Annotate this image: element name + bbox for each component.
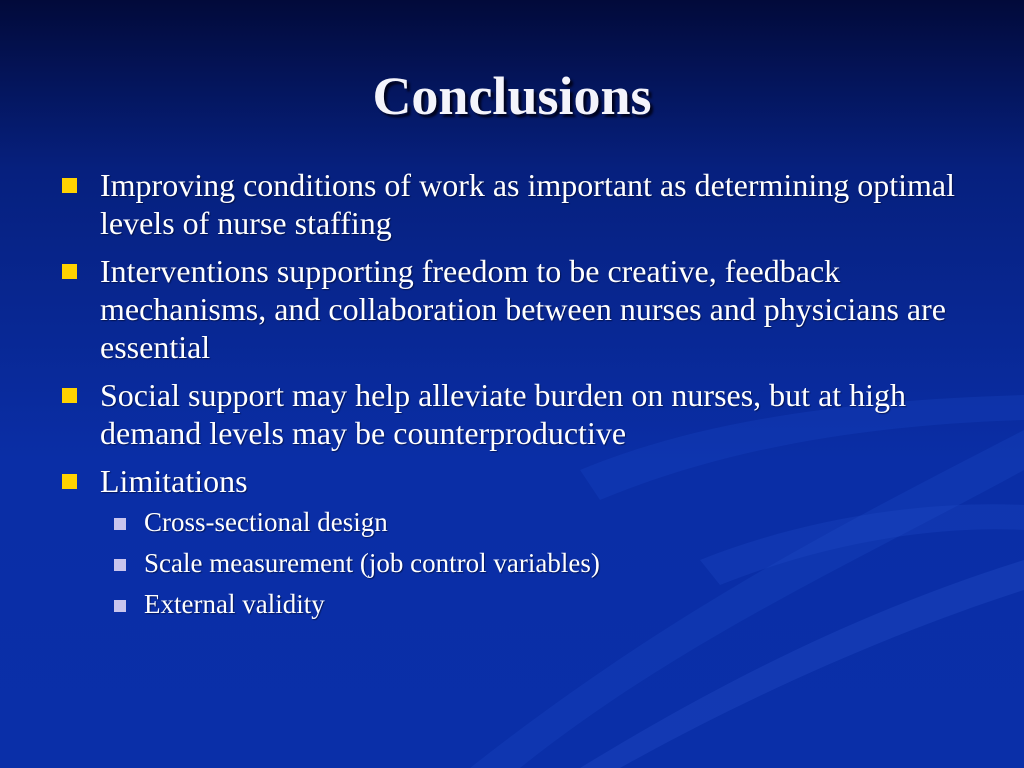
sub-bullet-text: Cross-sectional design bbox=[144, 507, 388, 537]
square-sub-bullet-icon bbox=[114, 506, 144, 530]
square-sub-bullet-icon bbox=[114, 547, 144, 571]
sub-bullet-item bbox=[114, 506, 972, 539]
square-bullet-icon bbox=[62, 252, 100, 280]
slide-title: Conclusions bbox=[372, 66, 652, 126]
bullet-item bbox=[62, 462, 972, 500]
sub-bullet-list bbox=[114, 506, 972, 621]
bullet-item bbox=[62, 252, 972, 366]
bullet-list bbox=[62, 166, 972, 629]
square-bullet-icon bbox=[62, 376, 100, 404]
bullet-item bbox=[62, 376, 972, 452]
square-bullet-icon bbox=[62, 166, 100, 194]
bullet-text: Social support may help alleviate burden on nurses, but at high demand levels may be counterproductive bbox=[100, 377, 907, 451]
square-bullet-icon bbox=[62, 462, 100, 490]
square-sub-bullet-icon bbox=[114, 588, 144, 612]
bullet-text: Interventions supporting freedom to be creative, feedback mechanisms, and collaboration between nurses and physicians are essential bbox=[100, 253, 946, 365]
sub-bullet-item bbox=[114, 547, 972, 580]
bullet-item bbox=[62, 166, 972, 242]
bullet-text: Limitations bbox=[100, 463, 248, 499]
bullet-text: Improving conditions of work as important as determining optimal levels of nurse staffing bbox=[100, 167, 955, 241]
sub-bullet-text: External validity bbox=[144, 589, 325, 619]
sub-bullet-item bbox=[114, 588, 972, 621]
sub-bullet-text: Scale measurement (job control variables) bbox=[144, 548, 600, 578]
